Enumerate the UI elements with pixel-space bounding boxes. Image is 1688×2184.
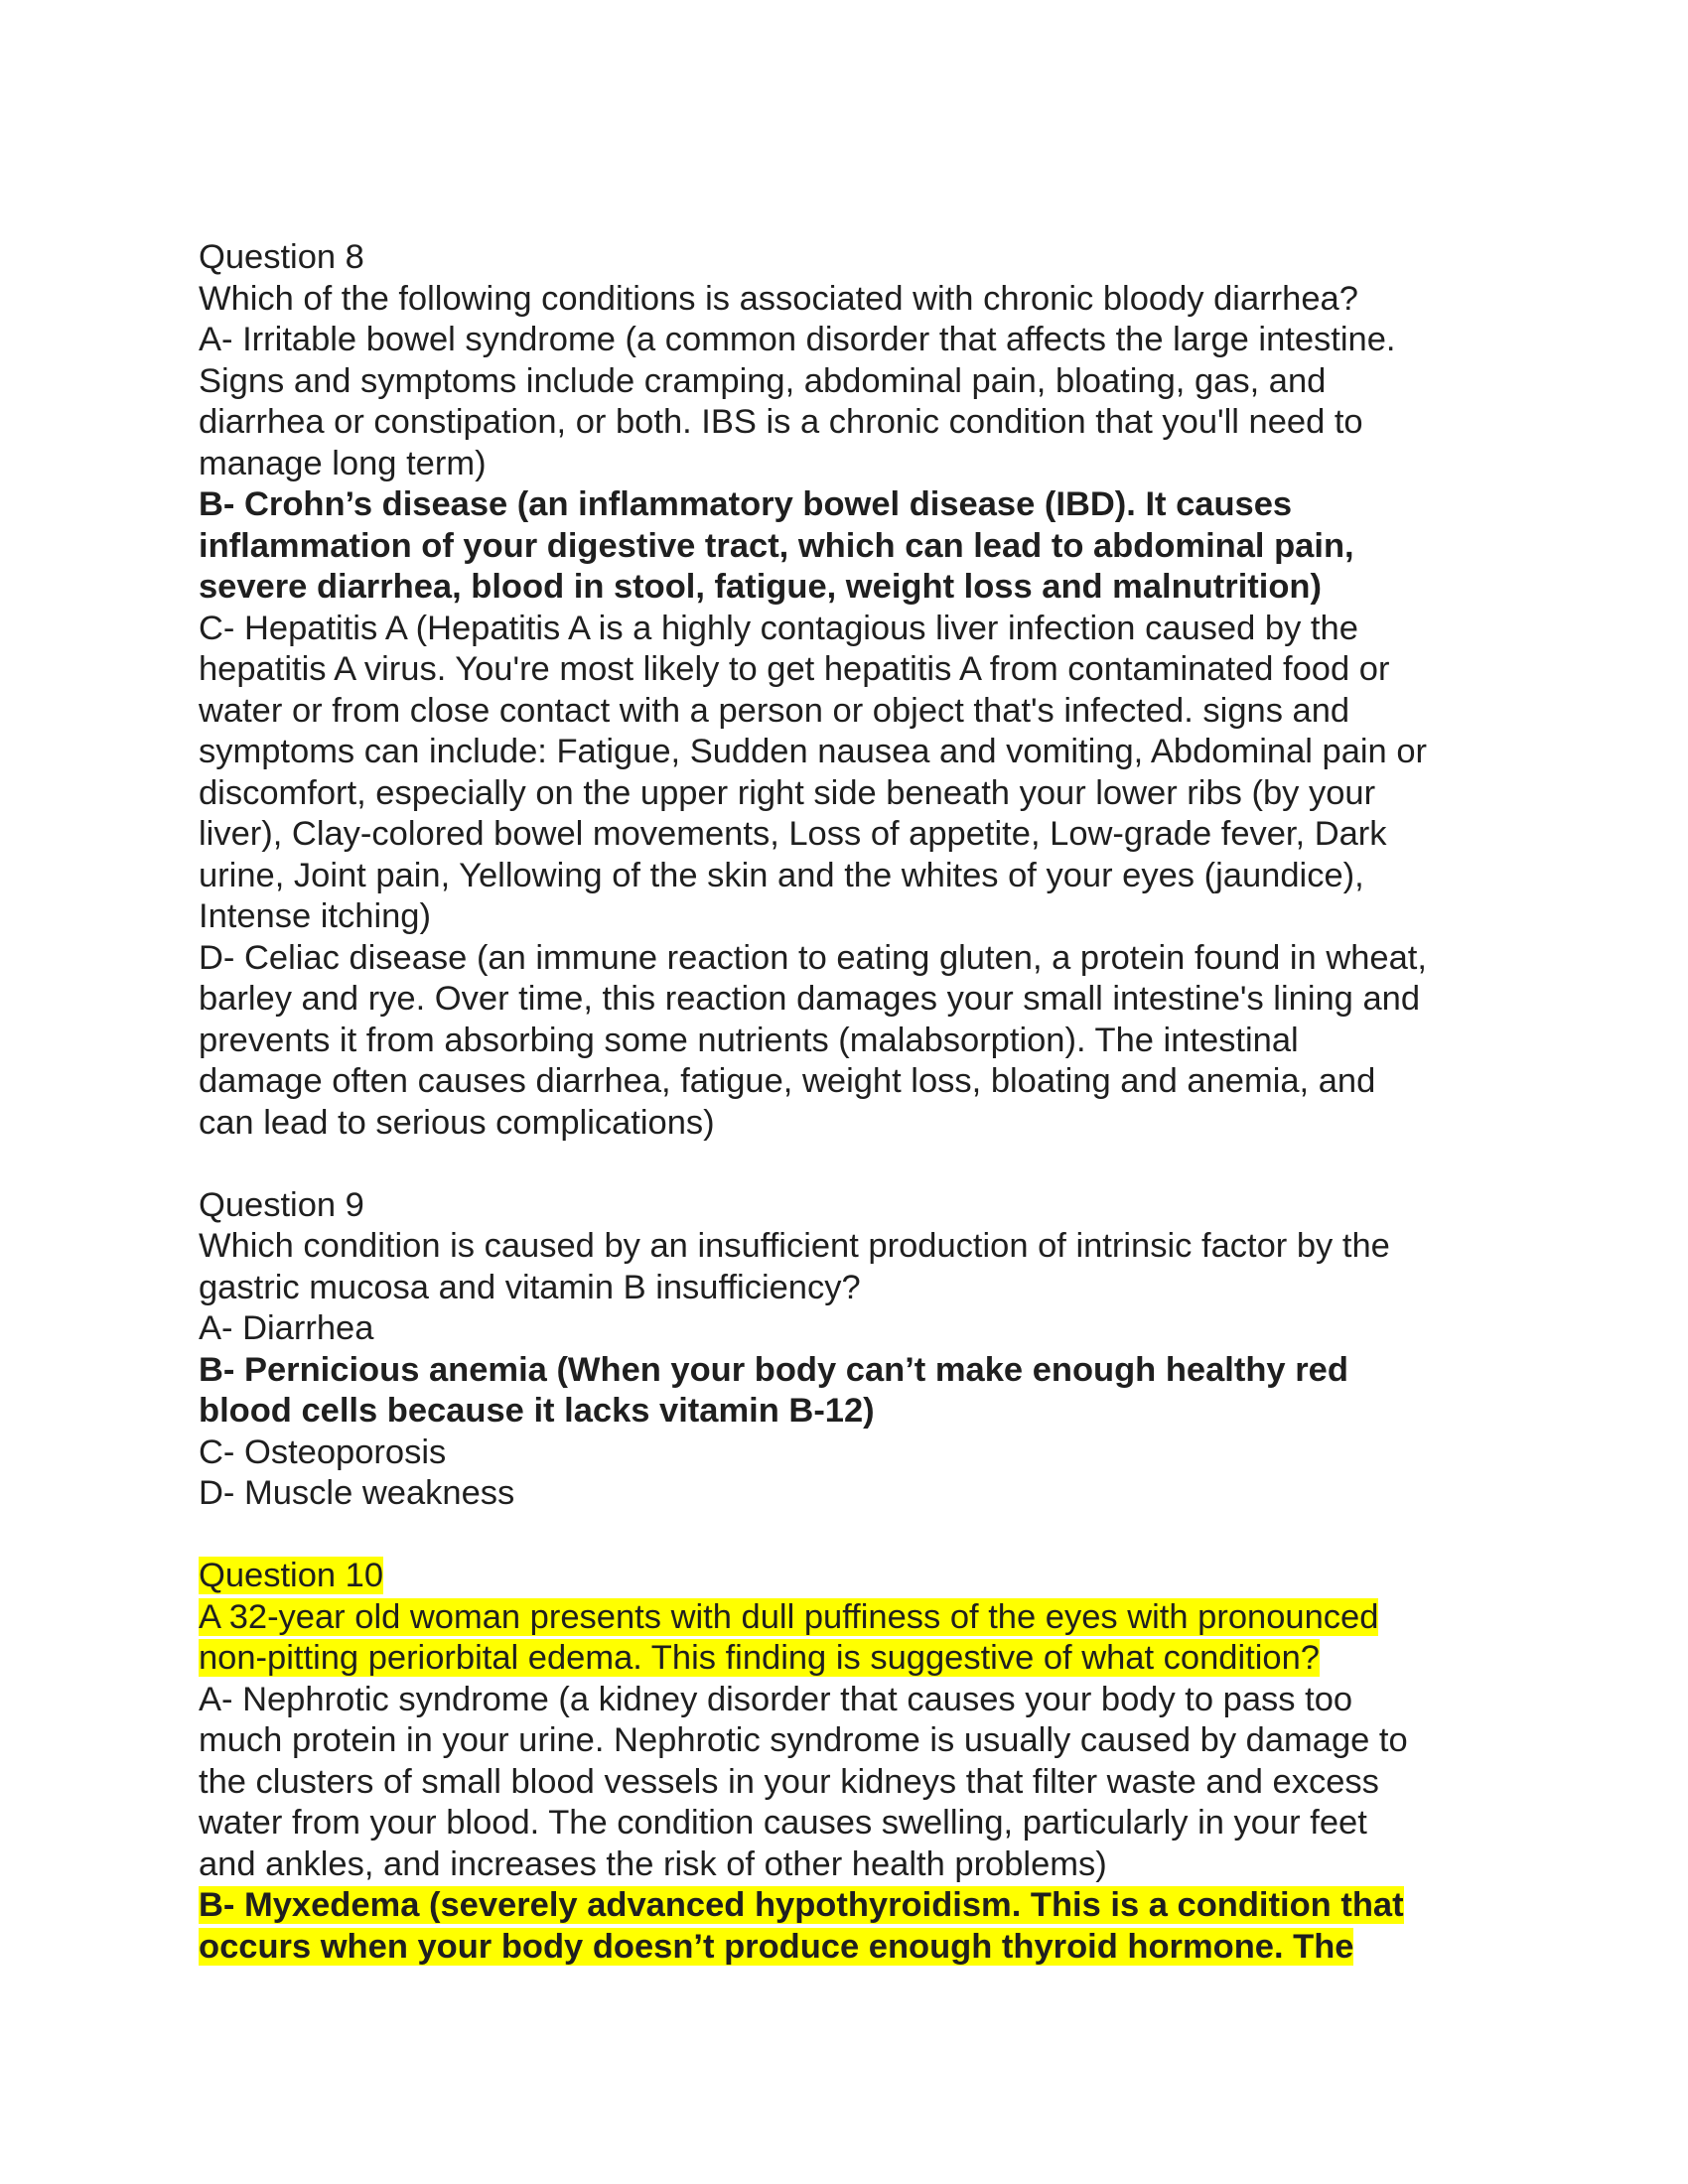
option-a xyxy=(199,1680,1499,1886)
option-line: water or from close contact with a person or object that's infected. signs and xyxy=(199,691,1350,730)
option-line: B- Crohn’s disease (an inflammatory bowel disease (IBD). It causes xyxy=(199,485,1293,523)
option-line: A- Nephrotic syndrome (a kidney disorder that causes your body to pass too xyxy=(199,1680,1353,1718)
option-b-answer xyxy=(199,1350,1499,1433)
option-line: B- Myxedema (severely advanced hypothyroidism. This is a condition that xyxy=(199,1886,1404,1924)
document-page xyxy=(199,237,1499,1968)
option-line: prevents it from absorbing some nutrients (malabsorption). The intestinal xyxy=(199,1021,1299,1059)
option-line: blood cells because it lacks vitamin B-12) xyxy=(199,1392,875,1430)
option-d xyxy=(199,938,1499,1145)
question-stem: Which condition is caused by an insufficient production of intrinsic factor by the xyxy=(199,1227,1390,1265)
option-line: D- Celiac disease (an immune reaction to eating gluten, a protein found in wheat, xyxy=(199,938,1427,977)
option-line: discomfort, especially on the upper right side beneath your lower ribs (by your xyxy=(199,773,1376,812)
option-line: Intense itching) xyxy=(199,897,431,935)
question-stem: non-pitting periorbital edema. This finding is suggestive of what condition? xyxy=(199,1639,1320,1677)
question-heading: Question 10 xyxy=(199,1557,384,1594)
option-line: A- Irritable bowel syndrome (a common disorder that affects the large intestine. xyxy=(199,321,1396,358)
option-line: liver), Clay-colored bowel movements, Loss of appetite, Low-grade fever, Dark xyxy=(199,815,1387,853)
option-b-answer xyxy=(199,484,1499,609)
option-line: damage often causes diarrhea, fatigue, weight loss, bloating and anemia, and xyxy=(199,1062,1376,1100)
option-line: water from your blood. The condition causes swelling, particularly in your feet xyxy=(199,1804,1367,1842)
question-stem: gastric mucosa and vitamin B insufficiency? xyxy=(199,1268,861,1306)
question-heading: Question 9 xyxy=(199,1185,364,1224)
question-8 xyxy=(199,237,1499,1144)
option-line: occurs when your body doesn’t produce enough thyroid hormone. The xyxy=(199,1927,1354,1966)
question-heading: Question 8 xyxy=(199,238,364,276)
option-line: manage long term) xyxy=(199,444,487,482)
option-a: A- Diarrhea xyxy=(199,1309,374,1347)
question-stem: A 32-year old woman presents with dull puffiness of the eyes with pronounced xyxy=(199,1597,1379,1636)
option-line: B- Pernicious anemia (When your body can’t make enough healthy red xyxy=(199,1350,1348,1389)
option-line: much protein in your urine. Nephrotic syndrome is usually caused by damage to xyxy=(199,1721,1408,1759)
option-d: D- Muscle weakness xyxy=(199,1474,515,1512)
option-line: symptoms can include: Fatigue, Sudden nausea and vomiting, Abdominal pain or xyxy=(199,733,1427,770)
option-line: diarrhea or constipation, or both. IBS is a chronic condition that you'll need to xyxy=(199,403,1363,441)
option-line: severe diarrhea, blood in stool, fatigue, weight loss and malnutrition) xyxy=(199,568,1322,606)
question-10 xyxy=(199,1556,1499,1968)
option-line: can lead to serious complications) xyxy=(199,1103,715,1142)
question-9 xyxy=(199,1185,1499,1515)
option-line: barley and rye. Over time, this reaction damages your small intestine's lining and xyxy=(199,980,1421,1018)
paragraph-gap xyxy=(199,1515,1499,1557)
option-line: and ankles, and increases the risk of other health problems) xyxy=(199,1844,1107,1883)
option-line: hepatitis A virus. You're most likely to get hepatitis A from contaminated food or xyxy=(199,650,1390,688)
option-line: C- Hepatitis A (Hepatitis A is a highly contagious liver infection caused by the xyxy=(199,609,1358,647)
option-a xyxy=(199,320,1499,484)
option-line: urine, Joint pain, Yellowing of the skin and the whites of your eyes (jaundice), xyxy=(199,856,1364,894)
option-c: C- Osteoporosis xyxy=(199,1433,447,1471)
paragraph-gap xyxy=(199,1144,1499,1185)
option-b-answer xyxy=(199,1885,1499,1968)
question-stem: Which of the following conditions is associated with chronic bloody diarrhea? xyxy=(199,279,1358,318)
option-c xyxy=(199,609,1499,938)
option-line: inflammation of your digestive tract, which can lead to abdominal pain, xyxy=(199,526,1354,565)
option-line: the clusters of small blood vessels in your kidneys that filter waste and excess xyxy=(199,1762,1379,1801)
option-line: Signs and symptoms include cramping, abdominal pain, bloating, gas, and xyxy=(199,361,1327,400)
